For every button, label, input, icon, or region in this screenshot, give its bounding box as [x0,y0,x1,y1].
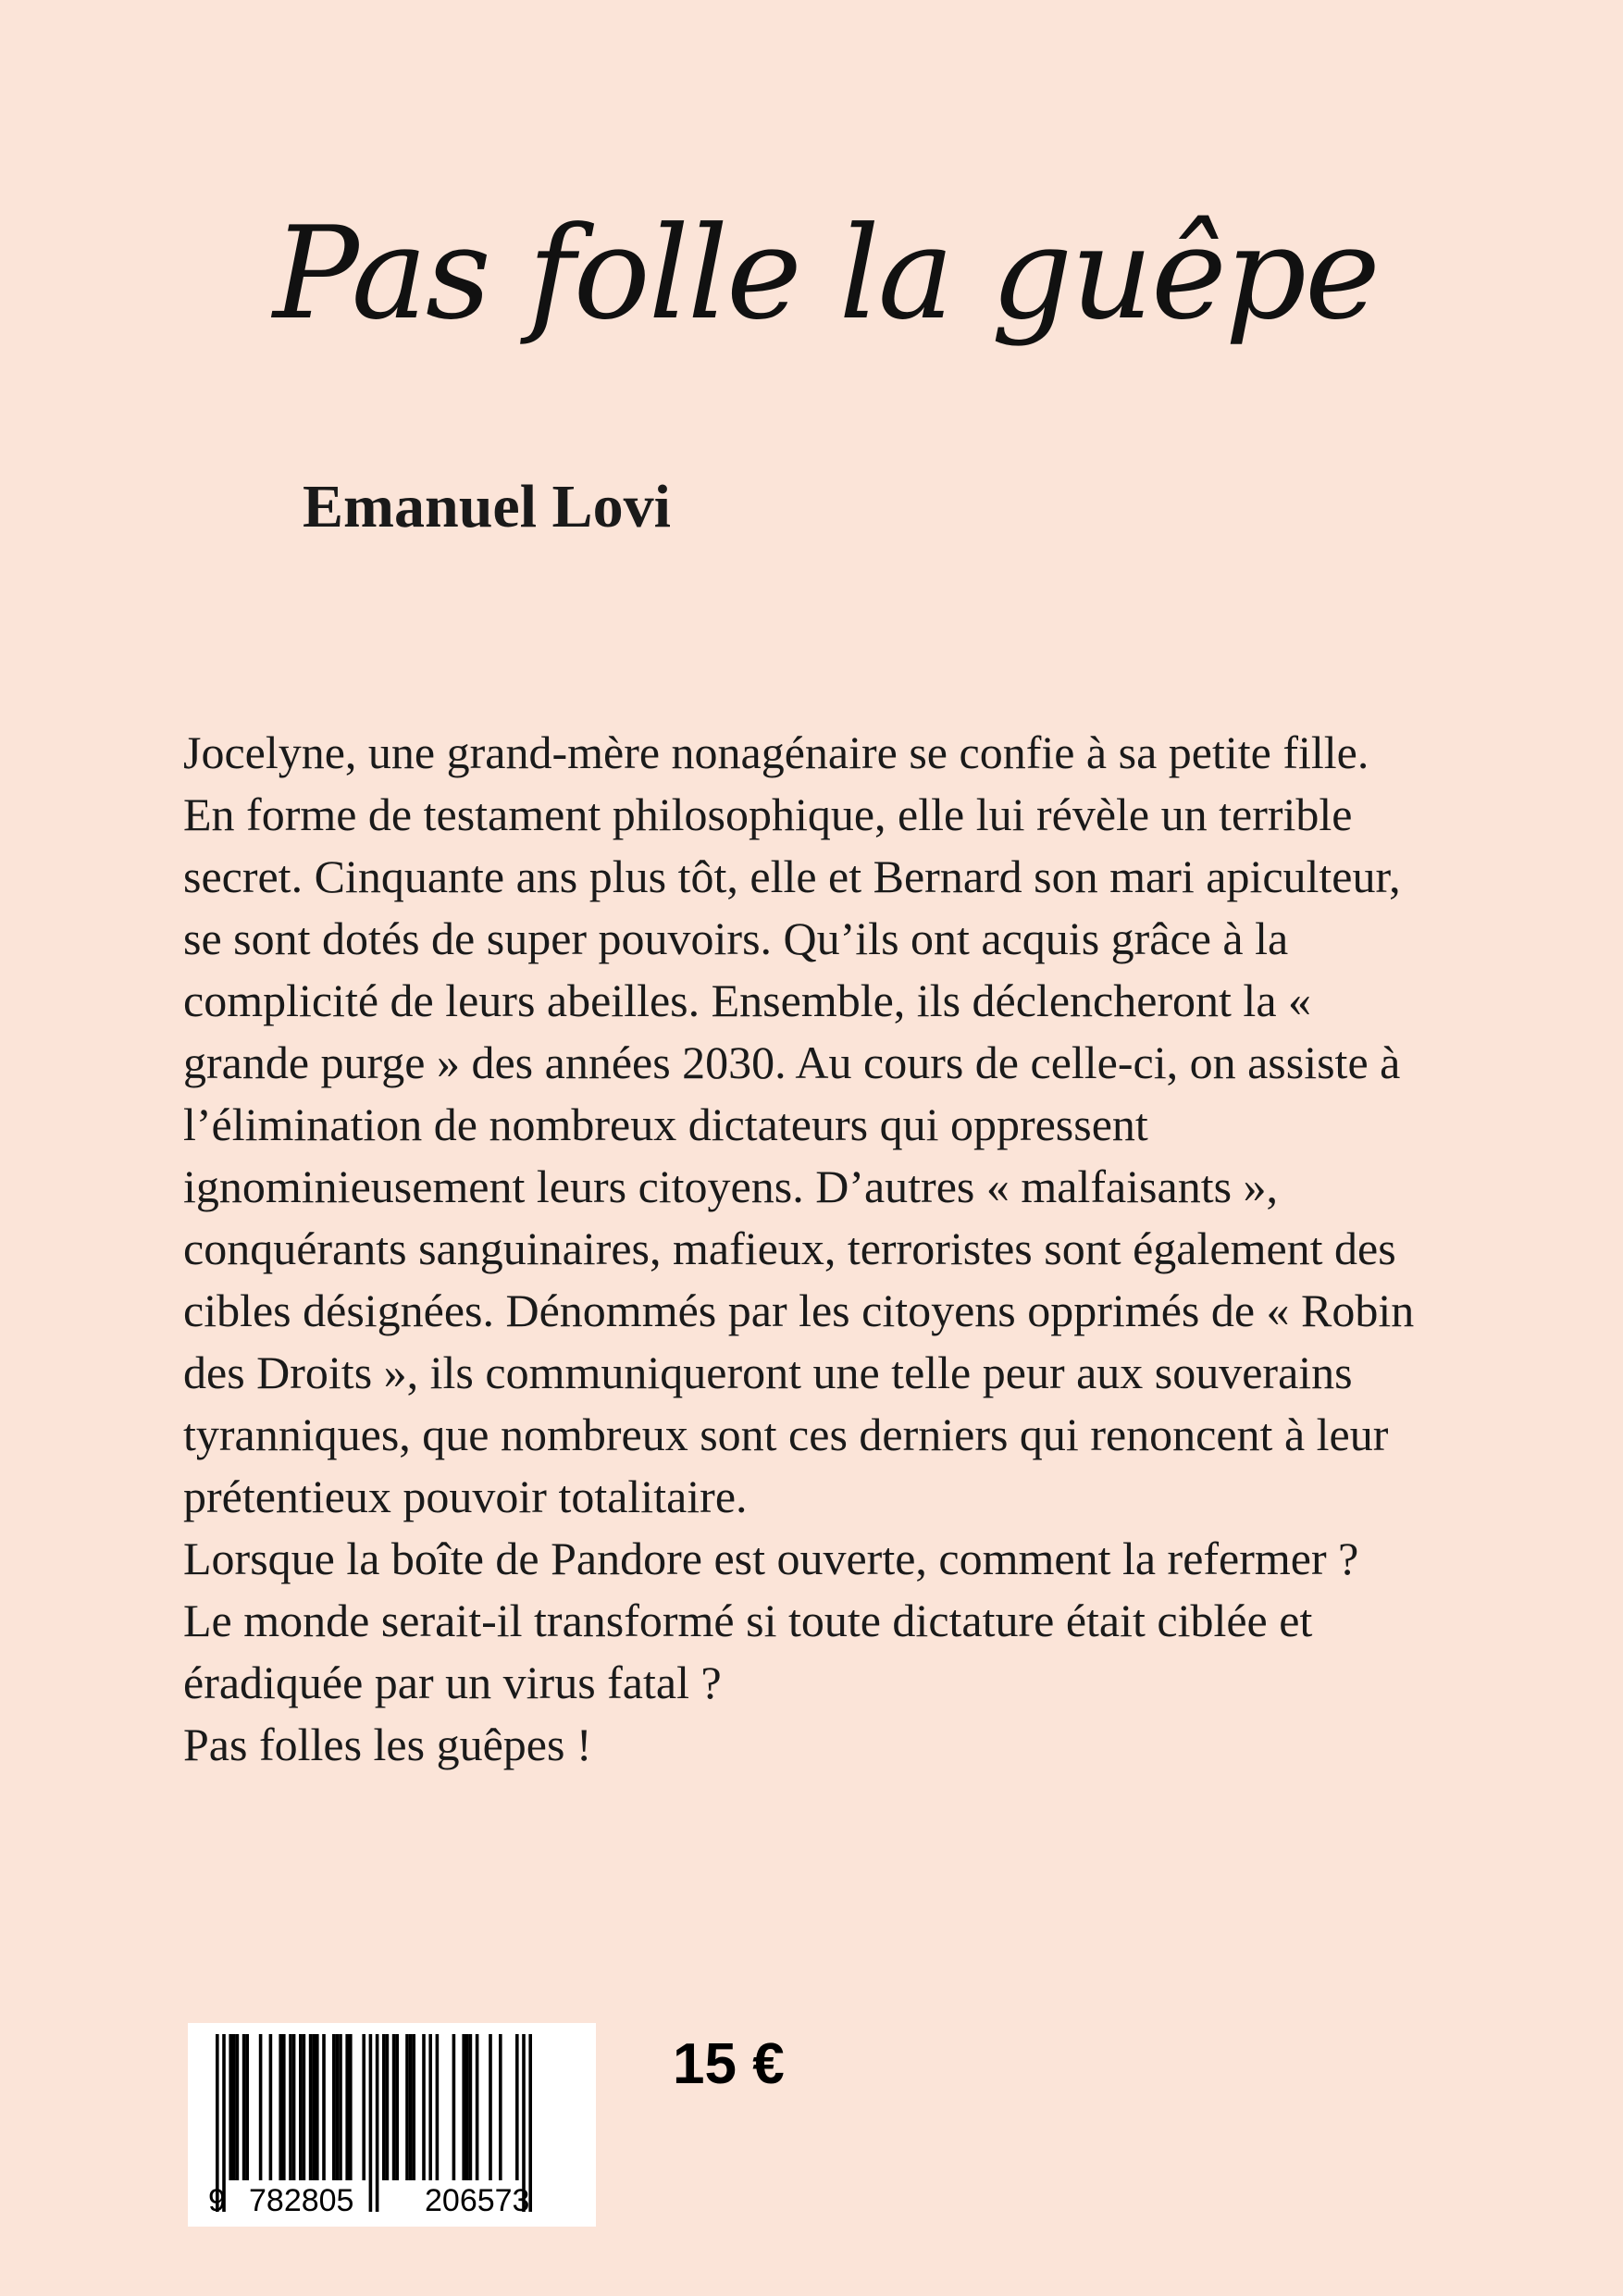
barcode-bar [332,2034,336,2180]
barcode-bar [412,2034,415,2180]
barcode-bar [405,2034,409,2180]
isbn-first-digit: 9 [208,2183,226,2218]
barcode-bar [345,2034,349,2180]
barcode-bar [245,2034,249,2180]
barcode-bar [322,2034,326,2180]
barcode-bar [362,2034,365,2180]
barcode-bar [422,2034,426,2180]
barcode-bar [515,2034,519,2180]
isbn-left-digits: 782805 [249,2183,354,2218]
barcode-bar [392,2034,396,2180]
barcode-bar [309,2034,313,2180]
blurb-paragraph: Le monde serait-il transformé si toute dictature était ciblée et éradiquée par un virus fatal ? [183,1595,1313,1708]
book-title: Pas folle la guêpe [273,199,1379,348]
barcode-bar [369,2034,373,2212]
barcode-bar [289,2034,292,2180]
barcode-bar [316,2034,319,2180]
price-label: 15 € [673,2032,785,2096]
barcode-bar [229,2034,232,2180]
barcode-bar [303,2034,306,2180]
isbn-right-digits: 206573 [425,2183,530,2218]
barcode-bar [279,2034,282,2180]
barcode-bar [269,2034,273,2180]
barcode-bar [292,2034,296,2180]
blurb-paragraph: Jocelyne, une grand-mère nonagénaire se confie à sa petite fille. [183,726,1369,778]
barcode-bar [242,2034,246,2180]
blurb-paragraph: En forme de testament philosophique, elle lui révèle un terrible secret. Cinquante ans plus tôt, elle et Bernard son mari apiculteur, se sont dotés de super pouvoirs. Qu’ils ont acquis grâce à la complicité de leurs abeilles. Ensemble, ils déclencheront la « grande purge » des années 2030. Au cours de celle-ci, on assiste à l’élimination de nombreux dictateurs qui oppressent ignominieusement leurs citoyens. D’autres « malfaisants », conquérants sanguinaires, mafieux, terroristes sont également des cibles désignées. Dénommés par les citoyens opprimés de « Robin des Droits », ils communiqueront une telle peur aux souverains tyranniques, que nombreux sont ces derniers qui renoncent à leur prétentieux pouvoir totalitaire. [183,788,1415,1522]
barcode-bar [236,2034,240,2180]
barcode-bar [428,2034,432,2180]
blurb-paragraph: Lorsque la boîte de Pandore est ouverte, comment la refermer ? [183,1533,1359,1584]
back-cover-blurb [183,722,1442,1776]
barcode-bar [259,2034,263,2180]
barcode-bar [312,2034,316,2180]
barcode-bar [409,2034,413,2180]
barcode-bar [376,2034,379,2212]
barcode-bar [452,2034,456,2180]
barcode-bar [465,2034,469,2180]
barcode-bar [232,2034,236,2180]
barcode-bar [339,2034,342,2180]
barcode-bar [382,2034,386,2180]
barcode-bar [282,2034,286,2180]
barcode-bar [476,2034,479,2180]
barcode-bar [395,2034,399,2180]
barcode-bar [386,2034,390,2180]
barcode-bar [299,2034,303,2180]
author-name: Emanuel Lovi [303,473,671,540]
barcode-bar [336,2034,340,2180]
barcode-bar [436,2034,440,2180]
barcode-bar [349,2034,353,2180]
isbn-barcode [188,2023,596,2227]
barcode-bar [489,2034,492,2180]
barcode-bar [499,2034,502,2180]
barcode-bar [469,2034,473,2180]
blurb-paragraph: Pas folles les guêpes ! [183,1719,592,1770]
barcode-bar [462,2034,465,2180]
